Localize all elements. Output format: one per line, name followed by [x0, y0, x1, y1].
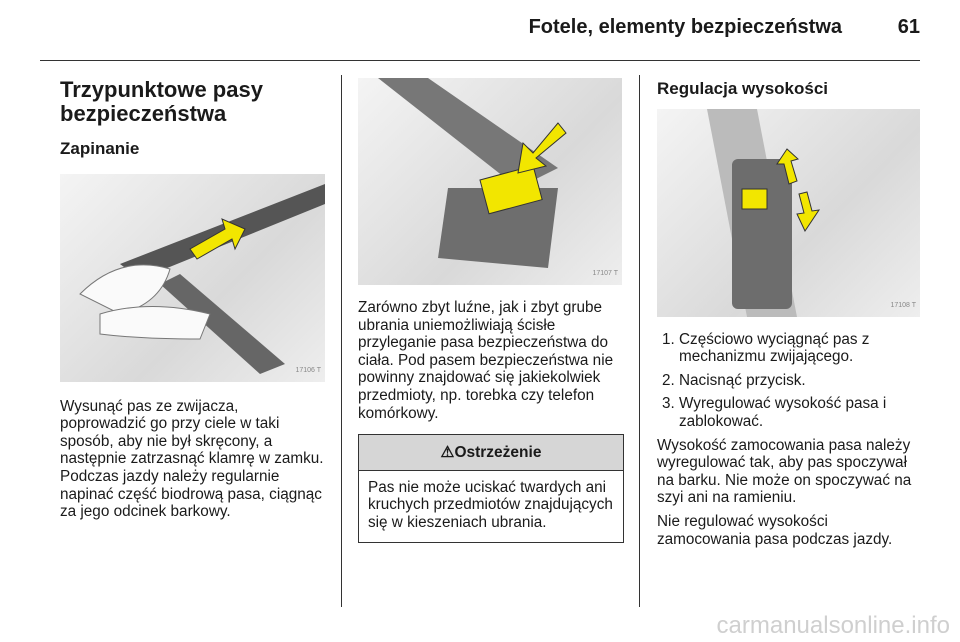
body-text: Wysunąć pas ze zwijacza, poprowadzić go przy ciele w taki sposób, aby nie był skręcony, a następnie zatrzasnąć klamrę w zamku. Podczas jazdy należy regularnie napinać część biodrową pasa, ciągnąc za jego odcinek barkowy. — [60, 397, 324, 521]
height-adjuster-illustration — [657, 109, 920, 317]
warning-header — [359, 435, 623, 471]
column-divider — [639, 75, 640, 607]
middle-column — [358, 78, 624, 543]
body-text: Zarówno zbyt luźne, jak i zbyt grube ubrania uniemożliwiają ścisłe przyleganie pasa bezpieczeństwa do ciała. Pod pasem bezpieczeństwa nie powinny znajdować się jakiekolwiek przedmioty, np. torebka czy telefon komórkowy. — [358, 299, 614, 422]
steps-list — [657, 331, 923, 431]
warning-title: Ostrzeżenie — [454, 444, 542, 462]
page-number: 61 — [897, 16, 920, 38]
right-column — [657, 80, 923, 548]
figure-caption: 17106 T — [295, 367, 321, 374]
seatbelt-drawing — [60, 174, 325, 382]
arrow-down-icon — [797, 192, 819, 231]
buckle-illustration — [358, 78, 622, 285]
warning-text: Pas nie może uciskać twardych ani kruchych przedmiotów znajdujących się w kieszeniach ubrania. — [368, 478, 613, 531]
body-text: Nie regulować wysokości zamocowania pasa podczas jazdy. — [657, 512, 893, 548]
list-item: 2. Nacisnąć przycisk. — [662, 371, 806, 389]
column-divider — [341, 75, 342, 607]
header-rule — [40, 60, 920, 61]
body-text: Wysokość zamocowania pasa należy wyregulować tak, aby pas spoczywał na barku. Nie może on spoczywać na szyi ani na ramieniu. — [657, 436, 912, 507]
seatbelt-fastening-illustration — [60, 174, 325, 382]
list-item: 3. Wyregulować wysokość pasa i zablokować. — [662, 395, 887, 430]
warning-box — [358, 434, 624, 542]
list-item: 1. Częściowo wyciągnąć pas z mechanizmu zwijającego. — [662, 330, 870, 366]
warning-triangle-icon: ⚠ — [440, 444, 455, 462]
adjuster-drawing — [657, 109, 920, 317]
figure-caption: 17107 T — [592, 270, 618, 278]
watermark: carmanualsonline.info — [716, 612, 950, 639]
left-column — [60, 78, 328, 521]
subsection-title: Zapinanie — [60, 139, 140, 158]
subsection-title: Regulacja wysokości — [657, 79, 829, 98]
page-header-title: Fotele, elementy bezpieczeństwa — [528, 16, 842, 38]
figure-caption: 17108 T — [890, 302, 916, 309]
buckle-drawing — [358, 78, 622, 285]
arrow-icon — [518, 123, 566, 173]
section-title: Trzypunktowe pasy bezpieczeństwa — [60, 77, 263, 126]
